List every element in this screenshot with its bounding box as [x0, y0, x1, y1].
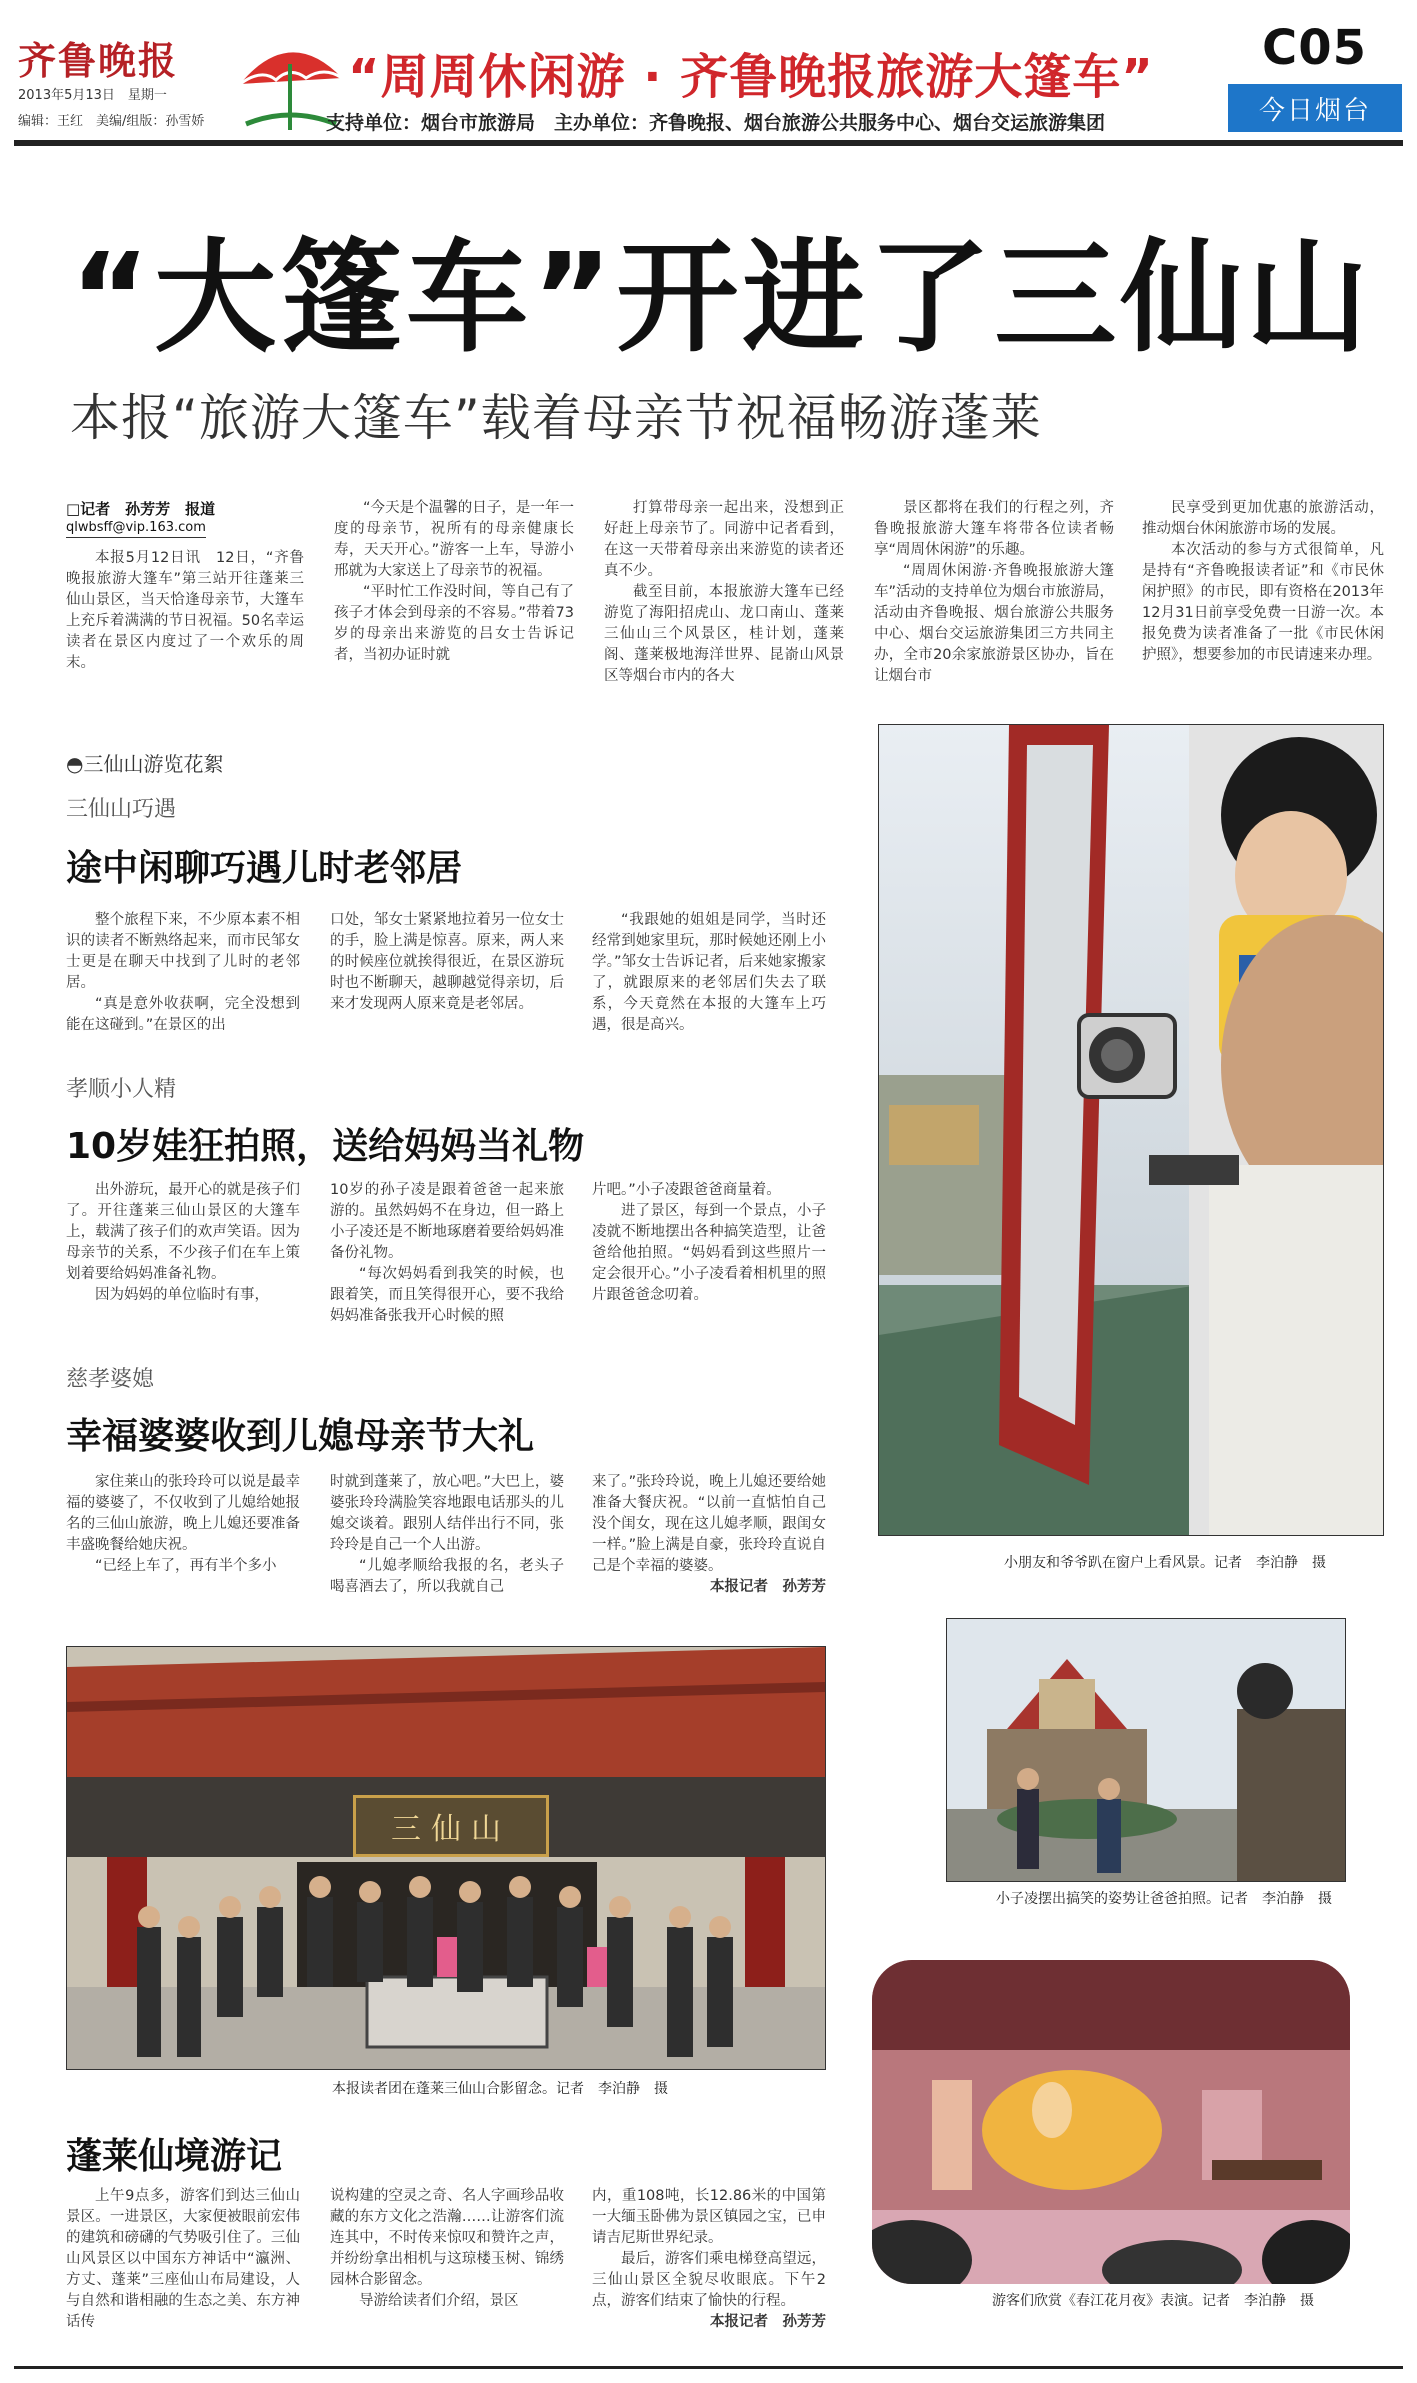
lead-column-5 [1142, 498, 1384, 666]
page-headline: “大篷车”开进了三仙山 [70, 227, 1373, 369]
photo-group-caption: 本报读者团在蓬莱三仙山合影留念。记者 李泊静 摄 [332, 2081, 668, 2097]
story2-column-1 [66, 1180, 300, 1306]
page-subheadline: 本报“旅游大篷车”载着母亲节祝福畅游蓬莱 [70, 389, 1042, 447]
photo-window-view [878, 724, 1384, 1536]
paragraph: 整个旅程下来，不少原本素不相识的读者不断熟络起来，而市民邹女士更是在聊天中找到了儿时的老邻居。 [66, 912, 300, 991]
paragraph: 因为妈妈的单位临时有事， [95, 1287, 269, 1303]
story2-title: 10岁娃狂拍照，送给妈妈当礼物 [66, 1126, 585, 1167]
paragraph: “今天是个温馨的日子，是一年一度的母亲节，祝所有的母亲健康长寿，天天开心。”游客一上车，导游小邢就为大家送上了母亲节的祝福。 [334, 500, 574, 579]
story4-title: 蓬莱仙境游记 [66, 2136, 283, 2177]
photo-performance [872, 1960, 1350, 2284]
paragraph: “我跟她的姐姐是同学，当时还经常到她家里玩，那时候她还刚上小学。”邹女士告诉记者，后来她家搬家了，就跟原来的老邻居们失去了联系，今天竟然在本报的大篷车上巧遇，很是高兴。 [592, 912, 826, 1033]
paragraph: 来了。”张玲玲说，晚上儿媳还要给她准备大餐庆祝。“以前一直惦怕自己没个闺女，现在这儿媳孝顺，跟闺女一样。”脸上满是自豪，张玲玲直说自己是个幸福的婆婆。 [592, 1474, 826, 1574]
performance-image [872, 1960, 1350, 2284]
story2-column-2 [330, 1180, 564, 1327]
story1-column-2 [330, 910, 564, 1015]
story3-column-3 [592, 1472, 826, 1598]
paragraph: 截至目前，本报旅游大篷车已经游览了海阳招虎山、龙口南山、蓬莱三仙山三个风景区，桂计划，蓬莱阁、蓬莱极地海洋世界、昆嵛山风景区等烟台市内的各大 [604, 584, 844, 684]
paragraph: 打算带母亲一起出来，没想到正好赶上母亲节了。同游中记者看到，在这一天带着母亲出来游览的读者还真不少。 [604, 500, 844, 579]
paragraph: 进了景区，每到一个景点，小子凌就不断地摆出各种搞笑造型，让爸爸给他拍照。“妈妈看到这些照片一定会很开心。”小子凌看着相机里的照片跟爸爸念叨着。 [592, 1203, 826, 1303]
crowd-figures [67, 1867, 825, 2067]
paragraph: “儿媳孝顺给我报的名，老头子喝喜酒去了，所以我就自己 [330, 1558, 564, 1595]
story1-column-3 [592, 910, 826, 1036]
window-view-image [879, 725, 1383, 1535]
paragraph: 时就到蓬莱了，放心吧。”大巴上，婆婆张玲玲满脸笑容地跟电话那头的儿媳交谈着。跟别人结伴出行不同，张玲玲是自己一个人出游。 [330, 1474, 564, 1553]
paragraph: “每次妈妈看到我笑的时候，也跟着笑，而且笑得很开心，要不我给妈妈准备张我开心时候的照 [330, 1266, 564, 1324]
photo-group [66, 1646, 826, 2070]
paragraph: 民享受到更加优惠的旅游活动，推动烟台休闲旅游市场的发展。 [1142, 500, 1384, 537]
sidebar-label: ◓三仙山游览花絮 [66, 752, 224, 776]
lead-column-2 [334, 498, 574, 666]
paragraph: 说构建的空灵之奇、名人字画珍品收藏的东方文化之浩瀚……让游客们流连其中，不时传来惊叹和赞许之声，并纷纷拿出相机与这琼楼玉树、锦绣园林合影留念。 [330, 2188, 564, 2288]
paragraph: 内，重108吨，长12.86米的中国第一大缅玉卧佛为景区镇园之宝，已申请吉尼斯世界纪录。 [592, 2188, 826, 2246]
story2-column-3 [592, 1180, 826, 1306]
paragraph: “平时忙工作没时间，等自己有了孩子才体会到母亲的不容易。”带着73岁的母亲出来游览的吕女士告诉记者，当初办证时就 [334, 584, 574, 663]
byline: □记者 孙芳芳 报道 [66, 500, 216, 518]
paragraph: “真是意外收获啊，完全没想到能在这碰到。”在景区的出 [66, 996, 300, 1033]
story4-column-1 [66, 2186, 300, 2333]
date-line: 2013年5月13日 星期一 [18, 88, 167, 103]
editors-line: 编辑：王红 美编/组版：孙雪娇 [18, 114, 205, 129]
page-number: C05 [1262, 20, 1368, 76]
story4-column-3 [592, 2186, 826, 2333]
paragraph: 片吧。”小子凌跟爸爸商量着。 [592, 1182, 781, 1198]
paragraph: 上午9点多，游客们到达三仙山景区。一进景区，大家便被眼前宏伟的建筑和磅礴的气势吸引住了。三仙山风景区以中国东方神话中“瀛洲、方丈、蓬莱”三座仙山布局建设，人与自然和谐相融的生态之美、东方神话传 [66, 2188, 300, 2330]
section-badge: 今日烟台 [1228, 84, 1402, 132]
story2-kicker: 孝顺小人精 [66, 1077, 177, 1102]
banner-title: “周周休闲游 · 齐鲁晚报旅游大篷车” [348, 49, 1154, 105]
photo-performance-caption: 游客们欣赏《春江花月夜》表演。记者 李泊静 摄 [992, 2293, 1314, 2309]
paragraph: “周周休闲游·齐鲁晚报旅游大篷车”活动的支持单位为烟台市旅游局，活动由齐鲁晚报、烟台旅游公共服务中心、烟台交运旅游集团三方共同主办，全市20余家旅游景区协办，旨在让烟台市 [874, 563, 1114, 684]
photo-boy-caption: 小子凌摆出搞笑的姿势让爸爸拍照。记者 李泊静 摄 [996, 1891, 1332, 1907]
story3-column-1 [66, 1472, 300, 1577]
reporter-email: qlwbsff@vip.163.com [66, 520, 206, 538]
story1-column-1 [66, 910, 300, 1036]
story1-title: 途中闲聊巧遇儿时老邻居 [66, 848, 463, 889]
paragraph: 最后，游客们乘电梯登高望远，三仙山景区全貌尽收眼底。下午2点，游客们结束了愉快的行程。 [592, 2251, 826, 2309]
paragraph: 口处，邹女士紧紧地拉着另一位女士的手，脸上满是惊喜。原来，两人来的时候座位就挨得很近，在景区游玩时也不断聊天，越聊越觉得亲切，后来才发现两人原来竟是老邻居。 [330, 912, 564, 1012]
footer-rule [14, 2366, 1403, 2369]
signature: 本报记者 孙芳芳 [710, 2314, 826, 2330]
paragraph: 景区都将在我们的行程之列，齐鲁晚报旅游大篷车将带各位读者畅享“周周休闲游”的乐趣。 [874, 500, 1114, 558]
newspaper-logo: 齐鲁晚报 [18, 38, 179, 83]
header-divider [14, 140, 1403, 146]
story4-column-2 [330, 2186, 564, 2312]
paragraph: 导游给读者们介绍，景区 [359, 2293, 519, 2309]
boy-posing-image [947, 1619, 1345, 1881]
story3-title: 幸福婆婆收到儿媳母亲节大礼 [66, 1416, 535, 1457]
story1-kicker: 三仙山巧遇 [66, 797, 177, 822]
paragraph: 本报5月12日讯 12日，“齐鲁晚报旅游大篷车”第三站开往蓬莱三仙山景区，当天恰逢母亲节，大篷车上充斥着满满的节日祝福。50名幸运读者在景区内度过了一个欢乐的周末。 [66, 550, 304, 671]
paragraph: “已经上车了，再有半个多小 [95, 1558, 277, 1574]
photo-window-caption: 小朋友和爷爷趴在窗户上看风景。记者 李泊静 摄 [1004, 1555, 1326, 1571]
banner-organizers: 支持单位：烟台市旅游局 主办单位：齐鲁晚报、烟台旅游公共服务中心、烟台交运旅游集团 [326, 112, 1106, 134]
lead-column-4 [874, 498, 1114, 687]
gate-plaque: 三仙山 [353, 1795, 549, 1857]
paragraph: 本次活动的参与方式很简单，凡是持有“齐鲁晚报读者证”和《市民休闲护照》的市民，即有资格在2013年12月31日前享受免费一日游一次。本报免费为读者准备了一批《市民休闲护照》，想要参加的市民请速来办理。 [1142, 542, 1384, 663]
story3-column-2 [330, 1472, 564, 1598]
paragraph: 家住莱山的张玲玲可以说是最幸福的婆婆了，不仅收到了儿媳给她报名的三仙山旅游，晚上儿媳还要准备丰盛晚餐给她庆祝。 [66, 1474, 300, 1553]
lead-column-1 [66, 548, 304, 674]
photo-boy-posing [946, 1618, 1346, 1882]
story3-kicker: 慈孝婆媳 [66, 1367, 155, 1392]
paragraph: 出外游玩，最开心的就是孩子们了。开往蓬莱三仙山景区的大篷车上，载满了孩子们的欢声笑语。因为母亲节的关系，不少孩子们在车上策划着要给妈妈准备礼物。 [66, 1182, 300, 1282]
lead-column-3 [604, 498, 844, 687]
signature: 本报记者 孙芳芳 [710, 1579, 826, 1595]
paragraph: 10岁的孙子凌是跟着爸爸一起来旅游的。虽然妈妈不在身边，但一路上小子凌还是不断地琢磨着要给妈妈准备份礼物。 [330, 1182, 564, 1261]
